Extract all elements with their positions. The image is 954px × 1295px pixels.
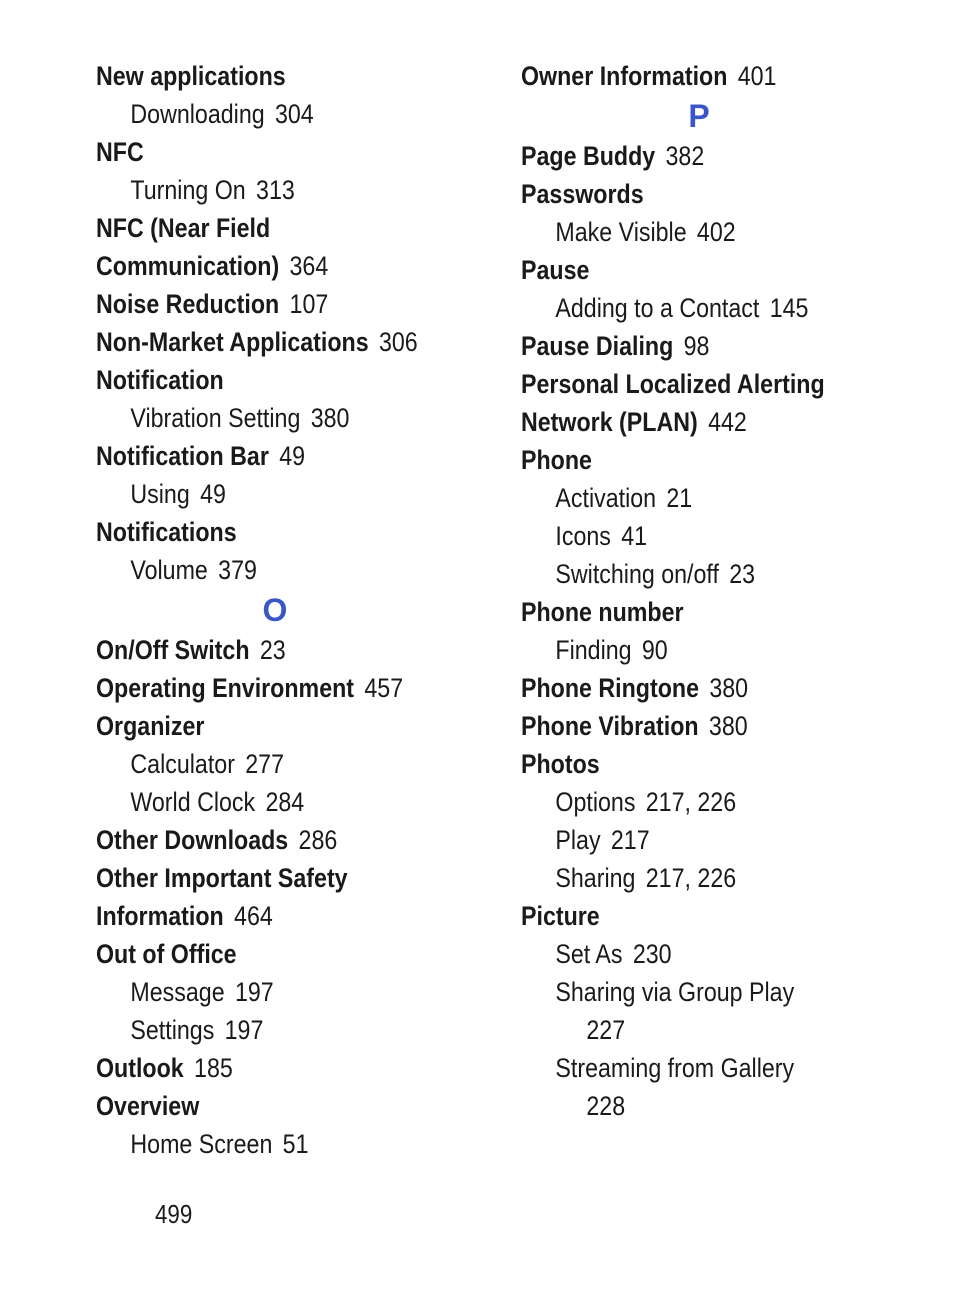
index-entry-organizer: [96, 707, 440, 745]
index-term: Phone number: [521, 597, 684, 627]
index-term: Turning On: [130, 175, 246, 205]
index-term: Sharing: [555, 863, 636, 893]
index-entry-operating-environment: [96, 669, 440, 707]
index-term: Photos: [521, 749, 600, 779]
index-page-ref: 442: [708, 407, 747, 437]
index-term: Using: [130, 479, 190, 509]
index-entry-other-important-safety: [96, 859, 440, 897]
index-subentry-vibration-setting: [96, 399, 440, 437]
index-page-ref: 21: [666, 483, 693, 513]
index-page-ref: 98: [683, 331, 710, 361]
index-entry-notifications: [96, 513, 440, 551]
index-subentry-icons: [521, 517, 874, 555]
index-page-ref: 402: [696, 217, 736, 247]
index-term: Phone: [521, 445, 592, 475]
index-term: Out of Office: [96, 939, 237, 969]
index-subentry-options: [521, 783, 874, 821]
index-term: Icons: [555, 521, 611, 551]
index-entry-new-applications: [96, 57, 440, 95]
index-term: Finding: [555, 635, 632, 665]
index-entry-notification: [96, 361, 440, 399]
index-term: Sharing via Group Play: [555, 977, 795, 1007]
index-subentry-world-clock: [96, 783, 440, 821]
index-term: Passwords: [521, 179, 644, 209]
index-page-ref: 380: [709, 673, 749, 703]
index-entry-overview: [96, 1087, 440, 1125]
index-term: Overview: [96, 1091, 200, 1121]
index-entry-owner-information: [521, 57, 874, 95]
index-term: New applications: [96, 61, 286, 91]
index-entry-pause-dialing: [521, 327, 874, 365]
index-page-ref: 197: [224, 1015, 264, 1045]
index-term: NFC (Near Field: [96, 213, 271, 243]
index-term: Adding to a Contact: [555, 293, 760, 323]
index-term: Communication): [96, 251, 280, 281]
index-term: Notifications: [96, 517, 237, 547]
index-page-ref: 51: [282, 1129, 309, 1159]
index-subentry-sharing: [521, 859, 874, 897]
index-entry-non-market-applications: [96, 323, 440, 361]
index-subentry-adding-to-a-contact: [521, 289, 874, 327]
index-subentry-finding: [521, 631, 874, 669]
index-term: Home Screen: [130, 1129, 273, 1159]
index-page-ref: 185: [194, 1053, 233, 1083]
index-term: Options: [555, 787, 636, 817]
index-subentry-sharing-via-group-play: [521, 973, 874, 1011]
index-page-ref: 90: [641, 635, 668, 665]
index-term: NFC: [96, 137, 144, 167]
index-term: Other Downloads: [96, 825, 289, 855]
index-entry-phone-number: [521, 593, 874, 631]
index-entry-pause: [521, 251, 874, 289]
index-term: Notification: [96, 365, 224, 395]
index-entry-notification-bar: [96, 437, 440, 475]
index-subentry-downloading: [96, 95, 440, 133]
index-subentry-set-as: [521, 935, 874, 973]
section-letter-o: O: [262, 592, 288, 628]
index-subentry-switching-on-off: [521, 555, 874, 593]
index-page-ref: 277: [245, 749, 285, 779]
index-term: Notification Bar: [96, 441, 269, 471]
index-page-ref: 23: [729, 559, 756, 589]
index-term: Play: [555, 825, 601, 855]
index-entry-picture: [521, 897, 874, 935]
index-column-left: [96, 57, 496, 1163]
index-page-ref: 23: [259, 635, 286, 665]
index-term: Outlook: [96, 1053, 184, 1083]
index-subentry-continuation: [521, 1087, 874, 1125]
index-page-ref: 217, 226: [645, 863, 737, 893]
index-page-ref: 380: [310, 403, 350, 433]
index-term: World Clock: [130, 787, 256, 817]
index-entry-nfc-near-field: [96, 209, 440, 247]
index-term: Network (PLAN): [521, 407, 698, 437]
index-term: Downloading: [130, 99, 265, 129]
index-entry-on-off-switch: [96, 631, 440, 669]
index-entry-phone-vibration: [521, 707, 874, 745]
index-entry-passwords: [521, 175, 874, 213]
index-page-ref: 107: [289, 289, 329, 319]
index-term: Message: [130, 977, 225, 1007]
index-term: Picture: [521, 901, 600, 931]
index-subentry-activation: [521, 479, 874, 517]
index-term: Volume: [130, 555, 208, 585]
index-entry-information: [96, 897, 440, 935]
index-page-ref: 380: [708, 711, 748, 741]
index-page-ref: 197: [234, 977, 274, 1007]
index-page-ref: 217, 226: [645, 787, 737, 817]
index-page-ref: 145: [769, 293, 809, 323]
page-number: 499: [155, 1199, 193, 1229]
index-subentry-home-screen: [96, 1125, 440, 1163]
index-term: Pause Dialing: [521, 331, 674, 361]
index-entry-phone-ringtone: [521, 669, 874, 707]
index-page-ref: 284: [265, 787, 305, 817]
index-term: Settings: [130, 1015, 215, 1045]
index-page-ref: 306: [378, 327, 418, 357]
index-page-ref: 227: [586, 1015, 626, 1045]
index-entry-other-downloads: [96, 821, 440, 859]
index-subentry-continuation: [521, 1011, 874, 1049]
index-entry-nfc: [96, 133, 440, 171]
index-entry-outlook: [96, 1049, 440, 1087]
index-term: Owner Information: [521, 61, 728, 91]
index-page-ref: 457: [364, 673, 404, 703]
index-term: Page Buddy: [521, 141, 656, 171]
index-page-ref: 41: [621, 521, 648, 551]
index-term: Other Important Safety: [96, 863, 348, 893]
index-page-ref: 49: [279, 441, 306, 471]
index-subentry-calculator: [96, 745, 440, 783]
index-column-right: [521, 57, 931, 1125]
index-term: Make Visible: [555, 217, 687, 247]
index-term: Calculator: [130, 749, 235, 779]
index-page-ref: 379: [218, 555, 257, 585]
index-page-ref: 49: [200, 479, 226, 509]
index-entry-communication: [96, 247, 440, 285]
index-page-ref: 401: [737, 61, 777, 91]
index-subentry-turning-on: [96, 171, 440, 209]
index-subentry-settings: [96, 1011, 440, 1049]
index-page-ref: 364: [289, 251, 329, 281]
index-term: Organizer: [96, 711, 205, 741]
index-page-ref: 313: [256, 175, 295, 205]
index-entry-page-buddy: [521, 137, 874, 175]
index-term: Operating Environment: [96, 673, 355, 703]
index-entry-out-of-office: [96, 935, 440, 973]
index-term: Vibration Setting: [130, 403, 301, 433]
index-entry-phone: [521, 441, 874, 479]
index-subentry-message: [96, 973, 440, 1011]
index-term: Pause: [521, 255, 590, 285]
index-entry-noise-reduction: [96, 285, 440, 323]
index-term: Phone Vibration: [521, 711, 699, 741]
index-page-ref: 286: [298, 825, 338, 855]
index-entry-personal-localized-alerting: [521, 365, 874, 403]
index-subentry-make-visible: [521, 213, 874, 251]
index-page-ref: 230: [632, 939, 672, 969]
index-term: Streaming from Gallery: [555, 1053, 795, 1083]
index-page-ref: 382: [665, 141, 705, 171]
index-subentry-play: [521, 821, 874, 859]
index-term: Information: [96, 901, 224, 931]
index-subentry-using: [96, 475, 440, 513]
index-term: Activation: [555, 483, 657, 513]
index-subentry-streaming-from-gallery: [521, 1049, 874, 1087]
index-term: Noise Reduction: [96, 289, 280, 319]
index-entry-photos: [521, 745, 874, 783]
index-page-ref: 304: [274, 99, 314, 129]
index-term: Non-Market Applications: [96, 327, 369, 357]
section-letter-p: P: [688, 98, 710, 134]
index-subentry-volume: [96, 551, 440, 589]
index-page-ref: 217: [610, 825, 650, 855]
index-term: Personal Localized Alerting: [521, 369, 825, 399]
index-entry-network-plan: [521, 403, 874, 441]
index-page-ref: 228: [586, 1091, 626, 1121]
index-page-ref: 464: [234, 901, 273, 931]
index-term: Switching on/off: [555, 559, 719, 589]
index-term: On/Off Switch: [96, 635, 250, 665]
index-term: Phone Ringtone: [521, 673, 700, 703]
index-term: Set As: [555, 939, 623, 969]
